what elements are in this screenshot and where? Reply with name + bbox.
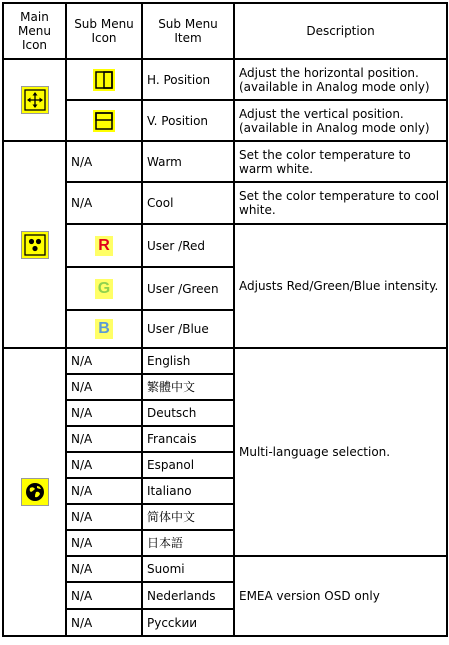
lang-icon-8: N/A: [66, 556, 142, 582]
lang-icon-7: N/A: [66, 530, 142, 556]
lang-item-6: 简体中文: [142, 504, 234, 530]
table-row: [3, 556, 447, 582]
red-letter-icon: R: [95, 236, 113, 256]
vpos-description: Adjust the vertical position. (available in Analog mode only): [234, 100, 447, 141]
lang-icon-10: N/A: [66, 609, 142, 636]
lang-icon-6: N/A: [66, 504, 142, 530]
green-letter-icon: G: [95, 279, 113, 299]
lang-item-8: Suomi: [142, 556, 234, 582]
lang-item-1: 繁體中文: [142, 374, 234, 400]
cool-item: Cool: [142, 182, 234, 224]
lang-icon-2: N/A: [66, 400, 142, 426]
cool-sub-icon: N/A: [66, 182, 142, 224]
blue-item: User /Blue: [142, 310, 234, 348]
header-description-label: Description: [306, 24, 375, 38]
blue-letter-icon: B: [95, 319, 113, 339]
lang-item-4: Espanol: [142, 452, 234, 478]
vpos-icon-cell: [66, 100, 142, 141]
lang-item-10: Pycckии: [142, 609, 234, 636]
horizontal-position-icon: [93, 69, 115, 91]
globe-icon: [21, 478, 49, 506]
table-row: [3, 182, 447, 224]
hpos-item: H. Position: [142, 59, 234, 100]
warm-item: Warm: [142, 141, 234, 182]
lang-icon-5: N/A: [66, 478, 142, 504]
color-main-icon-cell: [3, 141, 66, 348]
lang-icon-4: N/A: [66, 452, 142, 478]
osd-menu-table: [2, 2, 448, 637]
table-row: [3, 100, 447, 141]
header-sub-menu-icon: [66, 3, 142, 59]
lang-item-7: 日本語: [142, 530, 234, 556]
vpos-item: V. Position: [142, 100, 234, 141]
lang-item-9: Nederlands: [142, 582, 234, 609]
lang-icon-3: N/A: [66, 426, 142, 452]
position-main-icon-cell: [3, 59, 66, 141]
red-icon-cell: [66, 224, 142, 267]
header-main-menu-icon-label: Main Menu Icon: [18, 10, 51, 52]
lang-icon-1: N/A: [66, 374, 142, 400]
table-row: [3, 224, 447, 267]
move-arrows-icon: [21, 86, 49, 114]
emea-description: EMEA version OSD only: [234, 556, 447, 636]
header-description: [234, 3, 447, 59]
table-row: [3, 59, 447, 100]
blue-icon-cell: [66, 310, 142, 348]
lang-item-0: English: [142, 348, 234, 374]
header-sub-menu-icon-label: Sub Menu Icon: [74, 17, 134, 45]
table-row: [3, 348, 447, 374]
cool-description: Set the color temperature to cool white.: [234, 182, 447, 224]
red-item: User /Red: [142, 224, 234, 267]
lang-item-5: Italiano: [142, 478, 234, 504]
warm-sub-icon: N/A: [66, 141, 142, 182]
header-main-menu-icon: [3, 3, 66, 59]
rgb-description: Adjusts Red/Green/Blue intensity.: [234, 224, 447, 348]
warm-description: Set the color temperature to warm white.: [234, 141, 447, 182]
header-sub-menu-item-label: Sub Menu Item: [158, 17, 218, 45]
language-main-icon-cell: [3, 348, 66, 636]
green-item: User /Green: [142, 267, 234, 310]
hpos-description: Adjust the horizontal position. (available in Analog mode only): [234, 59, 447, 100]
color-dots-icon: [21, 231, 49, 259]
table-row: [3, 141, 447, 182]
vertical-position-icon: [93, 110, 115, 132]
green-icon-cell: [66, 267, 142, 310]
header-row: [3, 3, 447, 59]
multi-language-description: Multi-language selection.: [234, 348, 447, 556]
lang-icon-0: N/A: [66, 348, 142, 374]
lang-item-2: Deutsch: [142, 400, 234, 426]
lang-icon-9: N/A: [66, 582, 142, 609]
hpos-icon-cell: [66, 59, 142, 100]
header-sub-menu-item: [142, 3, 234, 59]
lang-item-3: Francais: [142, 426, 234, 452]
